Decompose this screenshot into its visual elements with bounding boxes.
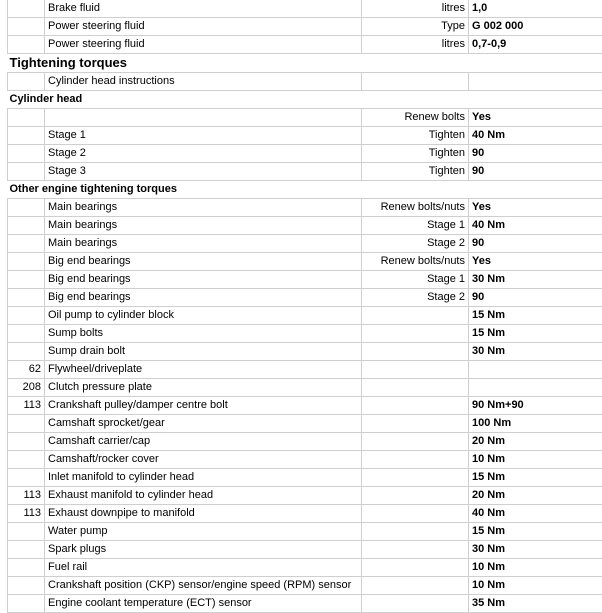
reference-number	[8, 235, 45, 253]
component-name: Clutch pressure plate	[45, 379, 362, 397]
table-row	[8, 127, 602, 145]
spec-value: 20 Nm	[469, 433, 602, 451]
table-row	[8, 343, 602, 361]
spec-value	[469, 361, 602, 379]
table-row	[8, 487, 602, 505]
spec-label	[362, 433, 469, 451]
spec-value: 1,0	[469, 0, 602, 18]
component-name	[45, 109, 362, 127]
spec-value: 15 Nm	[469, 325, 602, 343]
reference-number: 113	[8, 505, 45, 523]
table-row	[8, 379, 602, 397]
table-row	[8, 289, 602, 307]
spec-value: 30 Nm	[469, 343, 602, 361]
reference-number: 62	[8, 361, 45, 379]
reference-number	[8, 415, 45, 433]
component-name: Power steering fluid	[45, 36, 362, 54]
spec-label	[362, 397, 469, 415]
reference-number	[8, 541, 45, 559]
spec-value: 10 Nm	[469, 451, 602, 469]
spec-value: 35 Nm	[469, 595, 602, 613]
subsection-heading-row	[8, 181, 602, 199]
torque-specification-sheet	[7, 0, 602, 613]
table-row	[8, 199, 602, 217]
table-row	[8, 18, 602, 36]
spec-value: 15 Nm	[469, 523, 602, 541]
component-name: Stage 2	[45, 145, 362, 163]
spec-label	[362, 523, 469, 541]
component-name: Sump drain bolt	[45, 343, 362, 361]
spec-value: 90	[469, 235, 602, 253]
spec-value: 40 Nm	[469, 127, 602, 145]
spec-label: Renew bolts/nuts	[362, 253, 469, 271]
reference-number	[8, 217, 45, 235]
reference-number: 208	[8, 379, 45, 397]
spec-value: 30 Nm	[469, 541, 602, 559]
component-name: Stage 3	[45, 163, 362, 181]
spec-label	[362, 577, 469, 595]
spec-label	[362, 415, 469, 433]
table-row	[8, 271, 602, 289]
component-name: Stage 1	[45, 127, 362, 145]
subsection-title: Other engine tightening torques	[8, 181, 602, 199]
reference-number	[8, 73, 45, 91]
spec-value	[469, 73, 602, 91]
spec-value: Yes	[469, 109, 602, 127]
spec-label: Stage 2	[362, 289, 469, 307]
reference-number	[8, 253, 45, 271]
spec-value: 90 Nm+90	[469, 397, 602, 415]
spec-value: 15 Nm	[469, 307, 602, 325]
table-row	[8, 325, 602, 343]
reference-number	[8, 595, 45, 613]
table-row	[8, 451, 602, 469]
spec-label	[362, 451, 469, 469]
component-name: Spark plugs	[45, 541, 362, 559]
spec-value: 100 Nm	[469, 415, 602, 433]
spec-label	[362, 487, 469, 505]
spec-label	[362, 595, 469, 613]
spec-value: 90	[469, 289, 602, 307]
spec-label: Tighten	[362, 145, 469, 163]
table-row	[8, 235, 602, 253]
table-row	[8, 163, 602, 181]
component-name: Big end bearings	[45, 289, 362, 307]
table-row	[8, 541, 602, 559]
spec-label: Renew bolts	[362, 109, 469, 127]
reference-number	[8, 271, 45, 289]
spec-label: Renew bolts/nuts	[362, 199, 469, 217]
reference-number	[8, 145, 45, 163]
spec-label: Stage 1	[362, 217, 469, 235]
spec-label	[362, 469, 469, 487]
component-name: Crankshaft position (CKP) sensor/engine speed (RPM) sensor	[45, 577, 362, 595]
spec-value: 10 Nm	[469, 577, 602, 595]
table-row	[8, 0, 602, 18]
component-name: Flywheel/driveplate	[45, 361, 362, 379]
section-title: Tightening torques	[8, 54, 602, 73]
spec-value: 90	[469, 145, 602, 163]
spec-value: 0,7-0,9	[469, 36, 602, 54]
spec-label	[362, 559, 469, 577]
spec-label: Tighten	[362, 127, 469, 145]
spec-label	[362, 361, 469, 379]
component-name: Inlet manifold to cylinder head	[45, 469, 362, 487]
reference-number	[8, 18, 45, 36]
component-name: Camshaft carrier/cap	[45, 433, 362, 451]
spec-label: Stage 1	[362, 271, 469, 289]
reference-number	[8, 469, 45, 487]
table-row	[8, 109, 602, 127]
component-name: Camshaft/rocker cover	[45, 451, 362, 469]
component-name: Main bearings	[45, 199, 362, 217]
component-name: Big end bearings	[45, 253, 362, 271]
reference-number	[8, 307, 45, 325]
spec-label: Tighten	[362, 163, 469, 181]
spec-label: Stage 2	[362, 235, 469, 253]
component-name: Main bearings	[45, 217, 362, 235]
component-name: Sump bolts	[45, 325, 362, 343]
reference-number	[8, 523, 45, 541]
spec-label	[362, 325, 469, 343]
specification-table	[7, 0, 602, 613]
component-name: Fuel rail	[45, 559, 362, 577]
spec-value: 20 Nm	[469, 487, 602, 505]
component-name: Big end bearings	[45, 271, 362, 289]
component-name: Main bearings	[45, 235, 362, 253]
component-name: Water pump	[45, 523, 362, 541]
reference-number	[8, 109, 45, 127]
component-name: Brake fluid	[45, 0, 362, 18]
table-row	[8, 145, 602, 163]
spec-label	[362, 307, 469, 325]
table-row	[8, 73, 602, 91]
spec-value: 10 Nm	[469, 559, 602, 577]
table-row	[8, 361, 602, 379]
section-heading-row	[8, 54, 602, 73]
table-row	[8, 577, 602, 595]
table-row	[8, 523, 602, 541]
reference-number: 113	[8, 487, 45, 505]
component-name: Camshaft sprocket/gear	[45, 415, 362, 433]
reference-number: 113	[8, 397, 45, 415]
spec-value: 30 Nm	[469, 271, 602, 289]
table-row	[8, 307, 602, 325]
spec-label	[362, 505, 469, 523]
reference-number	[8, 199, 45, 217]
reference-number	[8, 289, 45, 307]
spec-label: Type	[362, 18, 469, 36]
table-row	[8, 415, 602, 433]
reference-number	[8, 451, 45, 469]
spec-label: litres	[362, 0, 469, 18]
spec-label: litres	[362, 36, 469, 54]
table-row	[8, 253, 602, 271]
reference-number	[8, 325, 45, 343]
spec-label	[362, 343, 469, 361]
spec-value: Yes	[469, 253, 602, 271]
component-name: Exhaust manifold to cylinder head	[45, 487, 362, 505]
spec-value: 15 Nm	[469, 469, 602, 487]
reference-number	[8, 127, 45, 145]
reference-number	[8, 0, 45, 18]
table-row	[8, 559, 602, 577]
reference-number	[8, 163, 45, 181]
component-name: Oil pump to cylinder block	[45, 307, 362, 325]
table-row	[8, 433, 602, 451]
spec-value: 40 Nm	[469, 505, 602, 523]
subsection-heading-row	[8, 91, 602, 109]
spec-value: Yes	[469, 199, 602, 217]
spec-label	[362, 541, 469, 559]
reference-number	[8, 559, 45, 577]
reference-number	[8, 577, 45, 595]
table-row	[8, 505, 602, 523]
component-name: Engine coolant temperature (ECT) sensor	[45, 595, 362, 613]
component-name: Crankshaft pulley/damper centre bolt	[45, 397, 362, 415]
table-row	[8, 595, 602, 613]
component-name: Exhaust downpipe to manifold	[45, 505, 362, 523]
reference-number	[8, 433, 45, 451]
subsection-title: Cylinder head	[8, 91, 602, 109]
reference-number	[8, 343, 45, 361]
spec-value: G 002 000	[469, 18, 602, 36]
spec-value: 90	[469, 163, 602, 181]
spec-value: 40 Nm	[469, 217, 602, 235]
table-row	[8, 397, 602, 415]
spec-label	[362, 73, 469, 91]
component-name: Cylinder head instructions	[45, 73, 362, 91]
table-row	[8, 469, 602, 487]
table-row	[8, 217, 602, 235]
reference-number	[8, 36, 45, 54]
table-row	[8, 36, 602, 54]
component-name: Power steering fluid	[45, 18, 362, 36]
spec-label	[362, 379, 469, 397]
spec-value	[469, 379, 602, 397]
